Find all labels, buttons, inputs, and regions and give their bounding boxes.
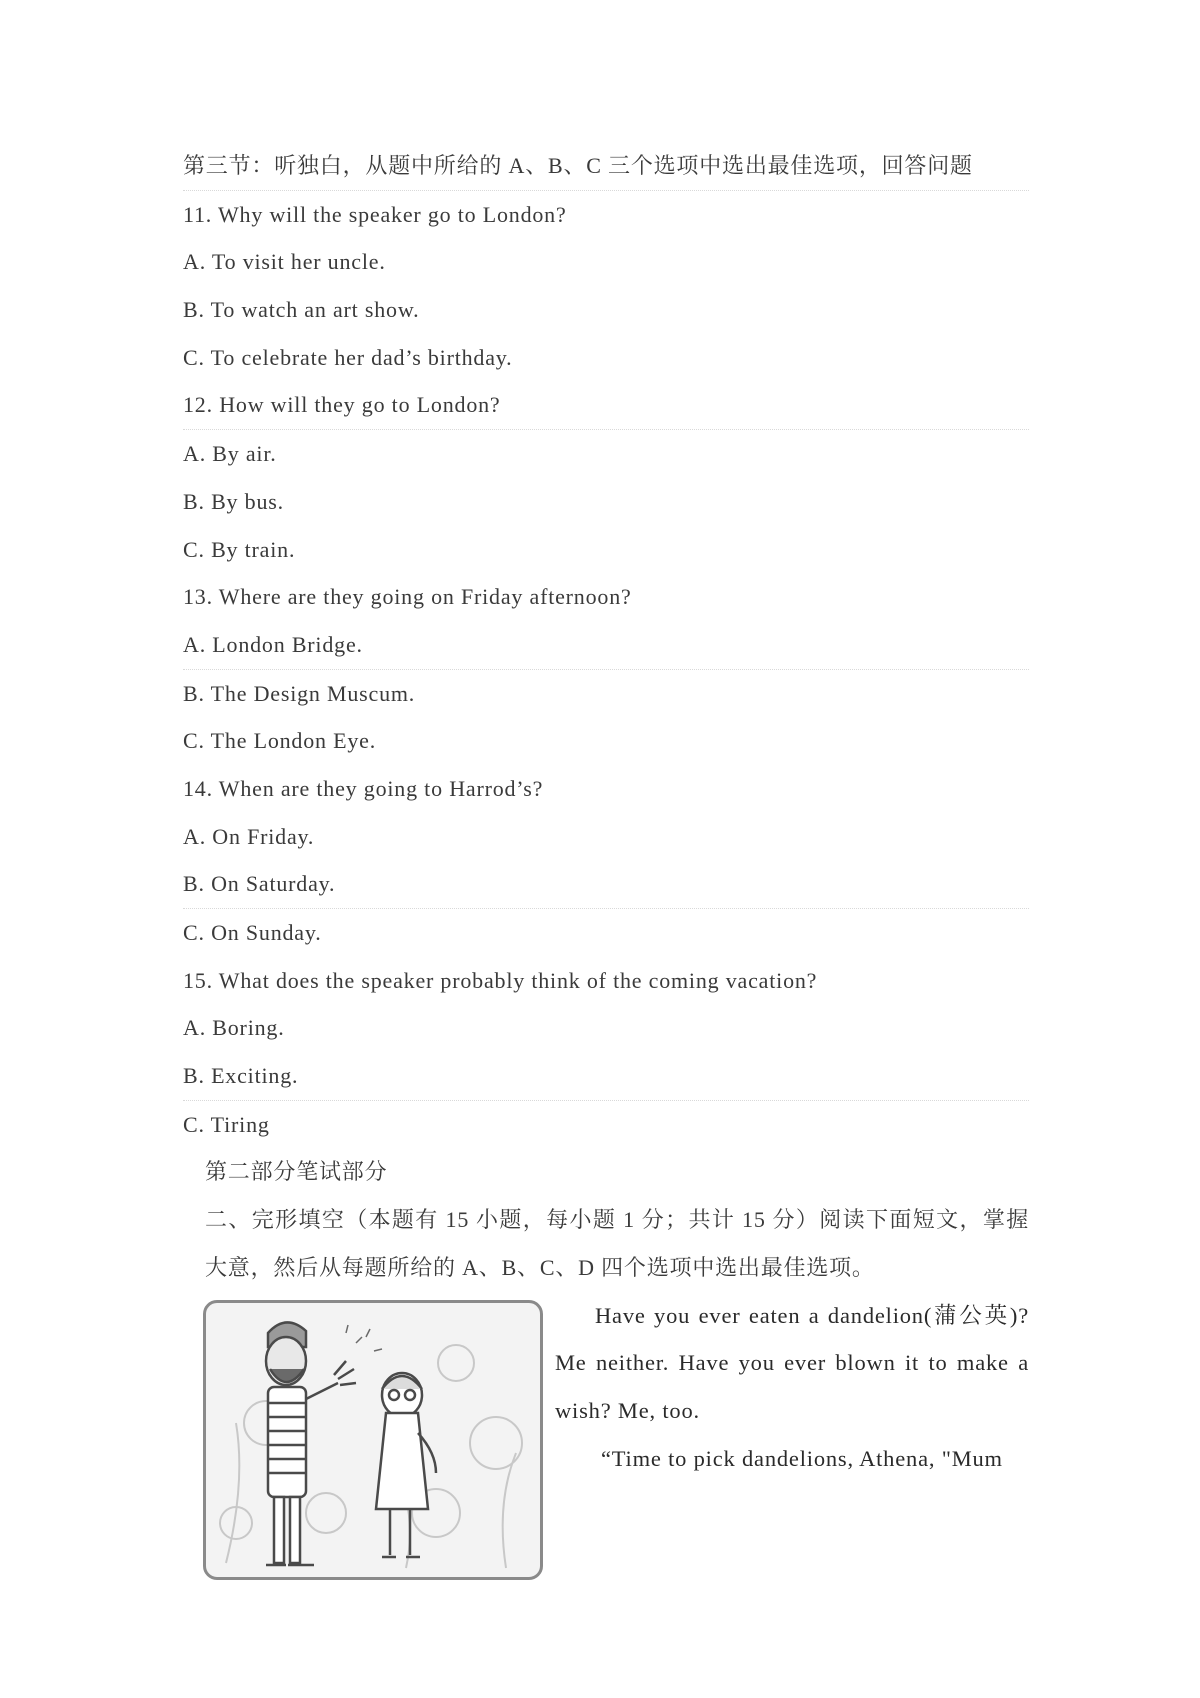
q15-option-b: B. Exciting. — [183, 1052, 1029, 1101]
q15-option-c: C. Tiring — [183, 1111, 270, 1137]
q12-stem: 12. How will they go to London? — [183, 381, 1029, 430]
illustration-man-and-girl — [203, 1300, 543, 1580]
q11-option-a: A. To visit her uncle. — [183, 249, 386, 275]
background-flowers — [220, 1345, 522, 1568]
q13-option-c: C. The London Eye. — [183, 728, 377, 754]
q14-option-c: C. On Sunday. — [183, 920, 322, 946]
q13-stem: 13. Where are they going on Friday afternoon? — [183, 584, 632, 610]
q11-option-c: C. To celebrate her dad’s birthday. — [183, 344, 513, 370]
q11-stem: 11. Why will the speaker go to London? — [183, 201, 567, 227]
girl-figure — [376, 1373, 436, 1557]
q13-option-b: B. The Design Muscum. — [183, 680, 416, 706]
q11-option-b: B. To watch an art show. — [183, 297, 420, 323]
q14-option-b: B. On Saturday. — [183, 860, 1029, 909]
exam-content — [183, 142, 1029, 1600]
section3-heading: 第三节：听独白，从题中所给的 A、B、C 三个选项中选出最佳选项，回答问题 — [183, 142, 1029, 191]
cloze-passage-block — [183, 1300, 1029, 1600]
man-figure — [266, 1322, 356, 1565]
q12-option-c: C. By train. — [183, 536, 296, 562]
passage-paragraph-1: Have you ever eaten a dandelion(蒲公英)? Me neither. Have you ever blown it to make a wish? Me, too. — [555, 1302, 1029, 1423]
dandelion-seeds — [346, 1325, 382, 1351]
q14-option-a: A. On Friday. — [183, 823, 315, 849]
cloze-passage-text — [555, 1292, 1029, 1483]
q15-stem: 15. What does the speaker probably think of the coming vacation? — [183, 967, 818, 993]
cartoon-illustration — [206, 1303, 540, 1577]
q12-option-a: A. By air. — [183, 441, 277, 467]
q12-option-b: B. By bus. — [183, 488, 284, 514]
part2-title: 第二部分笔试部分 — [205, 1159, 388, 1185]
passage-paragraph-2: “Time to pick dandelions, Athena, "Mum — [601, 1445, 1003, 1471]
cloze-instructions: 二、完形填空（本题有 15 小题，每小题 1 分；共计 15 分）阅读下面短文，掌握大意，然后从每题所给的 A、B、C、D 四个选项中选出最佳选项。 — [205, 1207, 1029, 1280]
q14-stem: 14. When are they going to Harrod’s? — [183, 775, 544, 801]
q13-option-a: A. London Bridge. — [183, 621, 1029, 670]
q15-option-a: A. Boring. — [183, 1015, 285, 1041]
